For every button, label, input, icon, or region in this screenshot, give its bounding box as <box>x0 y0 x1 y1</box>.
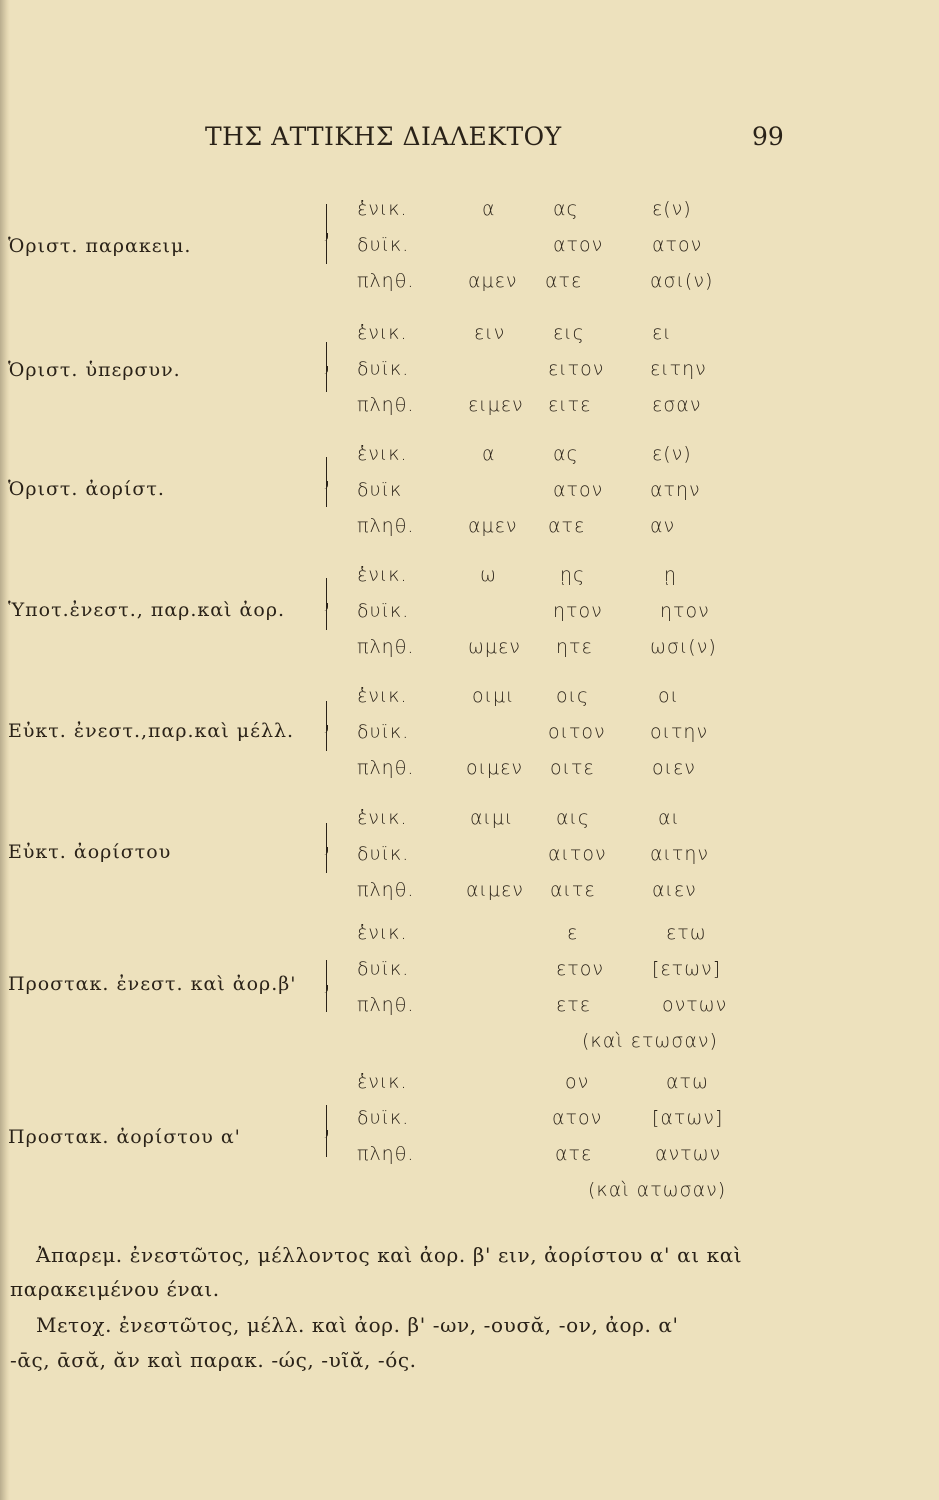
ending-2nd-person: ας <box>553 443 579 465</box>
ending-2nd-person: ετε <box>556 994 591 1016</box>
ending-2nd-person: ας <box>553 198 579 220</box>
block-label: Ὁριστ. παρακειμ. <box>8 235 192 257</box>
number-label: ἑνικ. <box>357 922 408 944</box>
number-label: πληθ. <box>357 1143 415 1165</box>
page-edge <box>0 0 10 1500</box>
ending-1st-person: ωμεν <box>468 636 521 658</box>
ending-3rd-person: αι <box>658 807 680 829</box>
ending-1st-person: ειν <box>474 322 506 344</box>
ending-2nd-person: ε <box>567 922 579 944</box>
block-label: Προστακ. ἀορίστου α' <box>8 1126 241 1148</box>
ending-2nd-person: ατε <box>545 270 583 292</box>
ending-2nd-person: οιτον <box>548 721 606 743</box>
number-label: ἑνικ. <box>357 564 408 586</box>
brace <box>326 342 335 392</box>
ending-1st-person: αμεν <box>468 515 518 537</box>
ending-3rd-person: αντων <box>655 1143 722 1165</box>
ending-2nd-person: ειτε <box>548 394 592 416</box>
number-label: πληθ. <box>357 636 415 658</box>
ending-2nd-person: εις <box>553 322 585 344</box>
ending-3rd-person: αιεν <box>652 879 697 901</box>
block-label: Εὐκτ. ἀορίστου <box>8 841 172 863</box>
ending-2nd-person: ειτον <box>548 358 605 380</box>
ending-3rd-person: ετω <box>666 922 707 944</box>
ending-2nd-person: οιτε <box>550 757 595 779</box>
number-label: ἑνικ. <box>357 322 408 344</box>
ending-3rd-person: ατω <box>666 1071 709 1093</box>
number-label: δυϊκ. <box>357 721 410 743</box>
number-label: πληθ. <box>357 757 415 779</box>
ending-3rd-person: οντων <box>662 994 728 1016</box>
ending-1st-person: ειμεν <box>468 394 524 416</box>
ending-3rd-person: ασι(ν) <box>650 270 714 292</box>
ending-3rd-person: ητον <box>660 600 710 622</box>
alternative-ending: (καὶ ατωσαν) <box>588 1179 727 1201</box>
ending-2nd-person: ατον <box>552 1107 603 1129</box>
number-label: πληθ. <box>357 994 415 1016</box>
number-label: ἑνικ. <box>357 1071 408 1093</box>
block-label: Ὁριστ. ἀορίστ. <box>8 478 165 500</box>
ending-2nd-person: αιτον <box>548 843 607 865</box>
ending-2nd-person: αιτε <box>550 879 596 901</box>
ending-2nd-person: αις <box>556 807 591 829</box>
ending-2nd-person: ῃς <box>560 564 586 586</box>
ending-1st-person: αμεν <box>468 270 518 292</box>
number-label: πληθ. <box>357 270 415 292</box>
ending-1st-person: α <box>482 198 496 220</box>
number-label: ἑνικ. <box>357 685 408 707</box>
ending-3rd-person: ῃ <box>664 564 678 586</box>
block-label: Προστακ. ἐνεστ. καὶ ἀορ.β' <box>8 973 297 995</box>
footer-infinitive-line: Ἀπαρεμ. ἐνεστῶτος, μέλλοντος καὶ ἀορ. β' ειν, ἀορίστου α' αι καὶ <box>36 1243 743 1267</box>
number-label: δυϊκ <box>357 479 403 501</box>
ending-3rd-person: οι <box>658 685 679 707</box>
ending-1st-person: α <box>482 443 496 465</box>
ending-2nd-person: ατον <box>553 234 604 256</box>
ending-1st-person: οιμι <box>472 685 515 707</box>
running-head-title: ΤΗΣ ΑΤΤΙΚΗΣ ΔΙΑΛΕΚΤΟΥ <box>205 122 562 151</box>
ending-3rd-person: [ετων] <box>652 958 722 980</box>
ending-1st-person: ω <box>480 564 497 586</box>
ending-2nd-person: ον <box>565 1071 590 1093</box>
ending-3rd-person: ωσι(ν) <box>650 636 717 658</box>
footer-participle-line-continued: -ᾱς, ᾱσᾰ, ᾰν καὶ παρακ. -ώς, -υῖᾰ, -ός. <box>10 1348 417 1372</box>
ending-3rd-person: αν <box>650 515 676 537</box>
number-label: δυϊκ. <box>357 958 410 980</box>
ending-3rd-person: ε(ν) <box>652 198 692 220</box>
brace <box>326 204 335 264</box>
number-label: δυϊκ. <box>357 843 410 865</box>
ending-2nd-person: ατον <box>553 479 604 501</box>
number-label: δυϊκ. <box>357 358 410 380</box>
ending-3rd-person: οιεν <box>652 757 696 779</box>
ending-1st-person: αιμεν <box>466 879 524 901</box>
alternative-ending: (καὶ ετωσαν) <box>582 1030 718 1052</box>
ending-2nd-person: ητε <box>556 636 593 658</box>
brace <box>326 457 335 507</box>
running-head <box>0 122 939 158</box>
ending-3rd-person: ειτην <box>650 358 707 380</box>
number-label: πληθ. <box>357 879 415 901</box>
ending-3rd-person: ατον <box>652 234 703 256</box>
number-label: δυϊκ. <box>357 600 410 622</box>
brace <box>326 701 335 751</box>
brace <box>326 823 335 873</box>
ending-2nd-person: ατε <box>548 515 586 537</box>
ending-1st-person: οιμεν <box>466 757 523 779</box>
brace <box>326 960 335 1012</box>
page-number: 99 <box>752 122 784 151</box>
number-label: πληθ. <box>357 394 415 416</box>
ending-3rd-person: αιτην <box>650 843 709 865</box>
ending-2nd-person: ατε <box>555 1143 593 1165</box>
number-label: ἑνικ. <box>357 443 408 465</box>
footer-participle-line: Μετοχ. ἐνεστῶτος, μέλλ. καὶ ἀορ. β' -ων, -ουσᾰ, -ον, ἀορ. α' <box>36 1313 679 1337</box>
footer-infinitive-line-continued: παρακειμένου έναι. <box>10 1277 220 1301</box>
ending-2nd-person: ητον <box>553 600 603 622</box>
block-label: Εὐκτ. ἐνεστ.,παρ.καὶ μέλλ. <box>8 720 295 742</box>
number-label: πληθ. <box>357 515 415 537</box>
number-label: δυϊκ. <box>357 1107 410 1129</box>
ending-2nd-person: ετον <box>556 958 604 980</box>
ending-3rd-person: οιτην <box>650 721 709 743</box>
block-label: Ὁριστ. ὑπερσυν. <box>8 359 181 381</box>
number-label: ἑνικ. <box>357 198 408 220</box>
ending-3rd-person: ατην <box>650 479 701 501</box>
ending-3rd-person: ει <box>652 322 672 344</box>
ending-3rd-person: εσαν <box>652 394 702 416</box>
ending-1st-person: αιμι <box>470 807 514 829</box>
ending-3rd-person: [ατων] <box>652 1107 724 1129</box>
brace <box>326 578 335 630</box>
brace <box>326 1105 335 1157</box>
block-label: Ὑποτ.ἐνεστ., παρ.καὶ ἀορ. <box>8 599 286 621</box>
ending-3rd-person: ε(ν) <box>652 443 692 465</box>
number-label: δυϊκ. <box>357 234 410 256</box>
number-label: ἑνικ. <box>357 807 408 829</box>
ending-2nd-person: οις <box>556 685 590 707</box>
